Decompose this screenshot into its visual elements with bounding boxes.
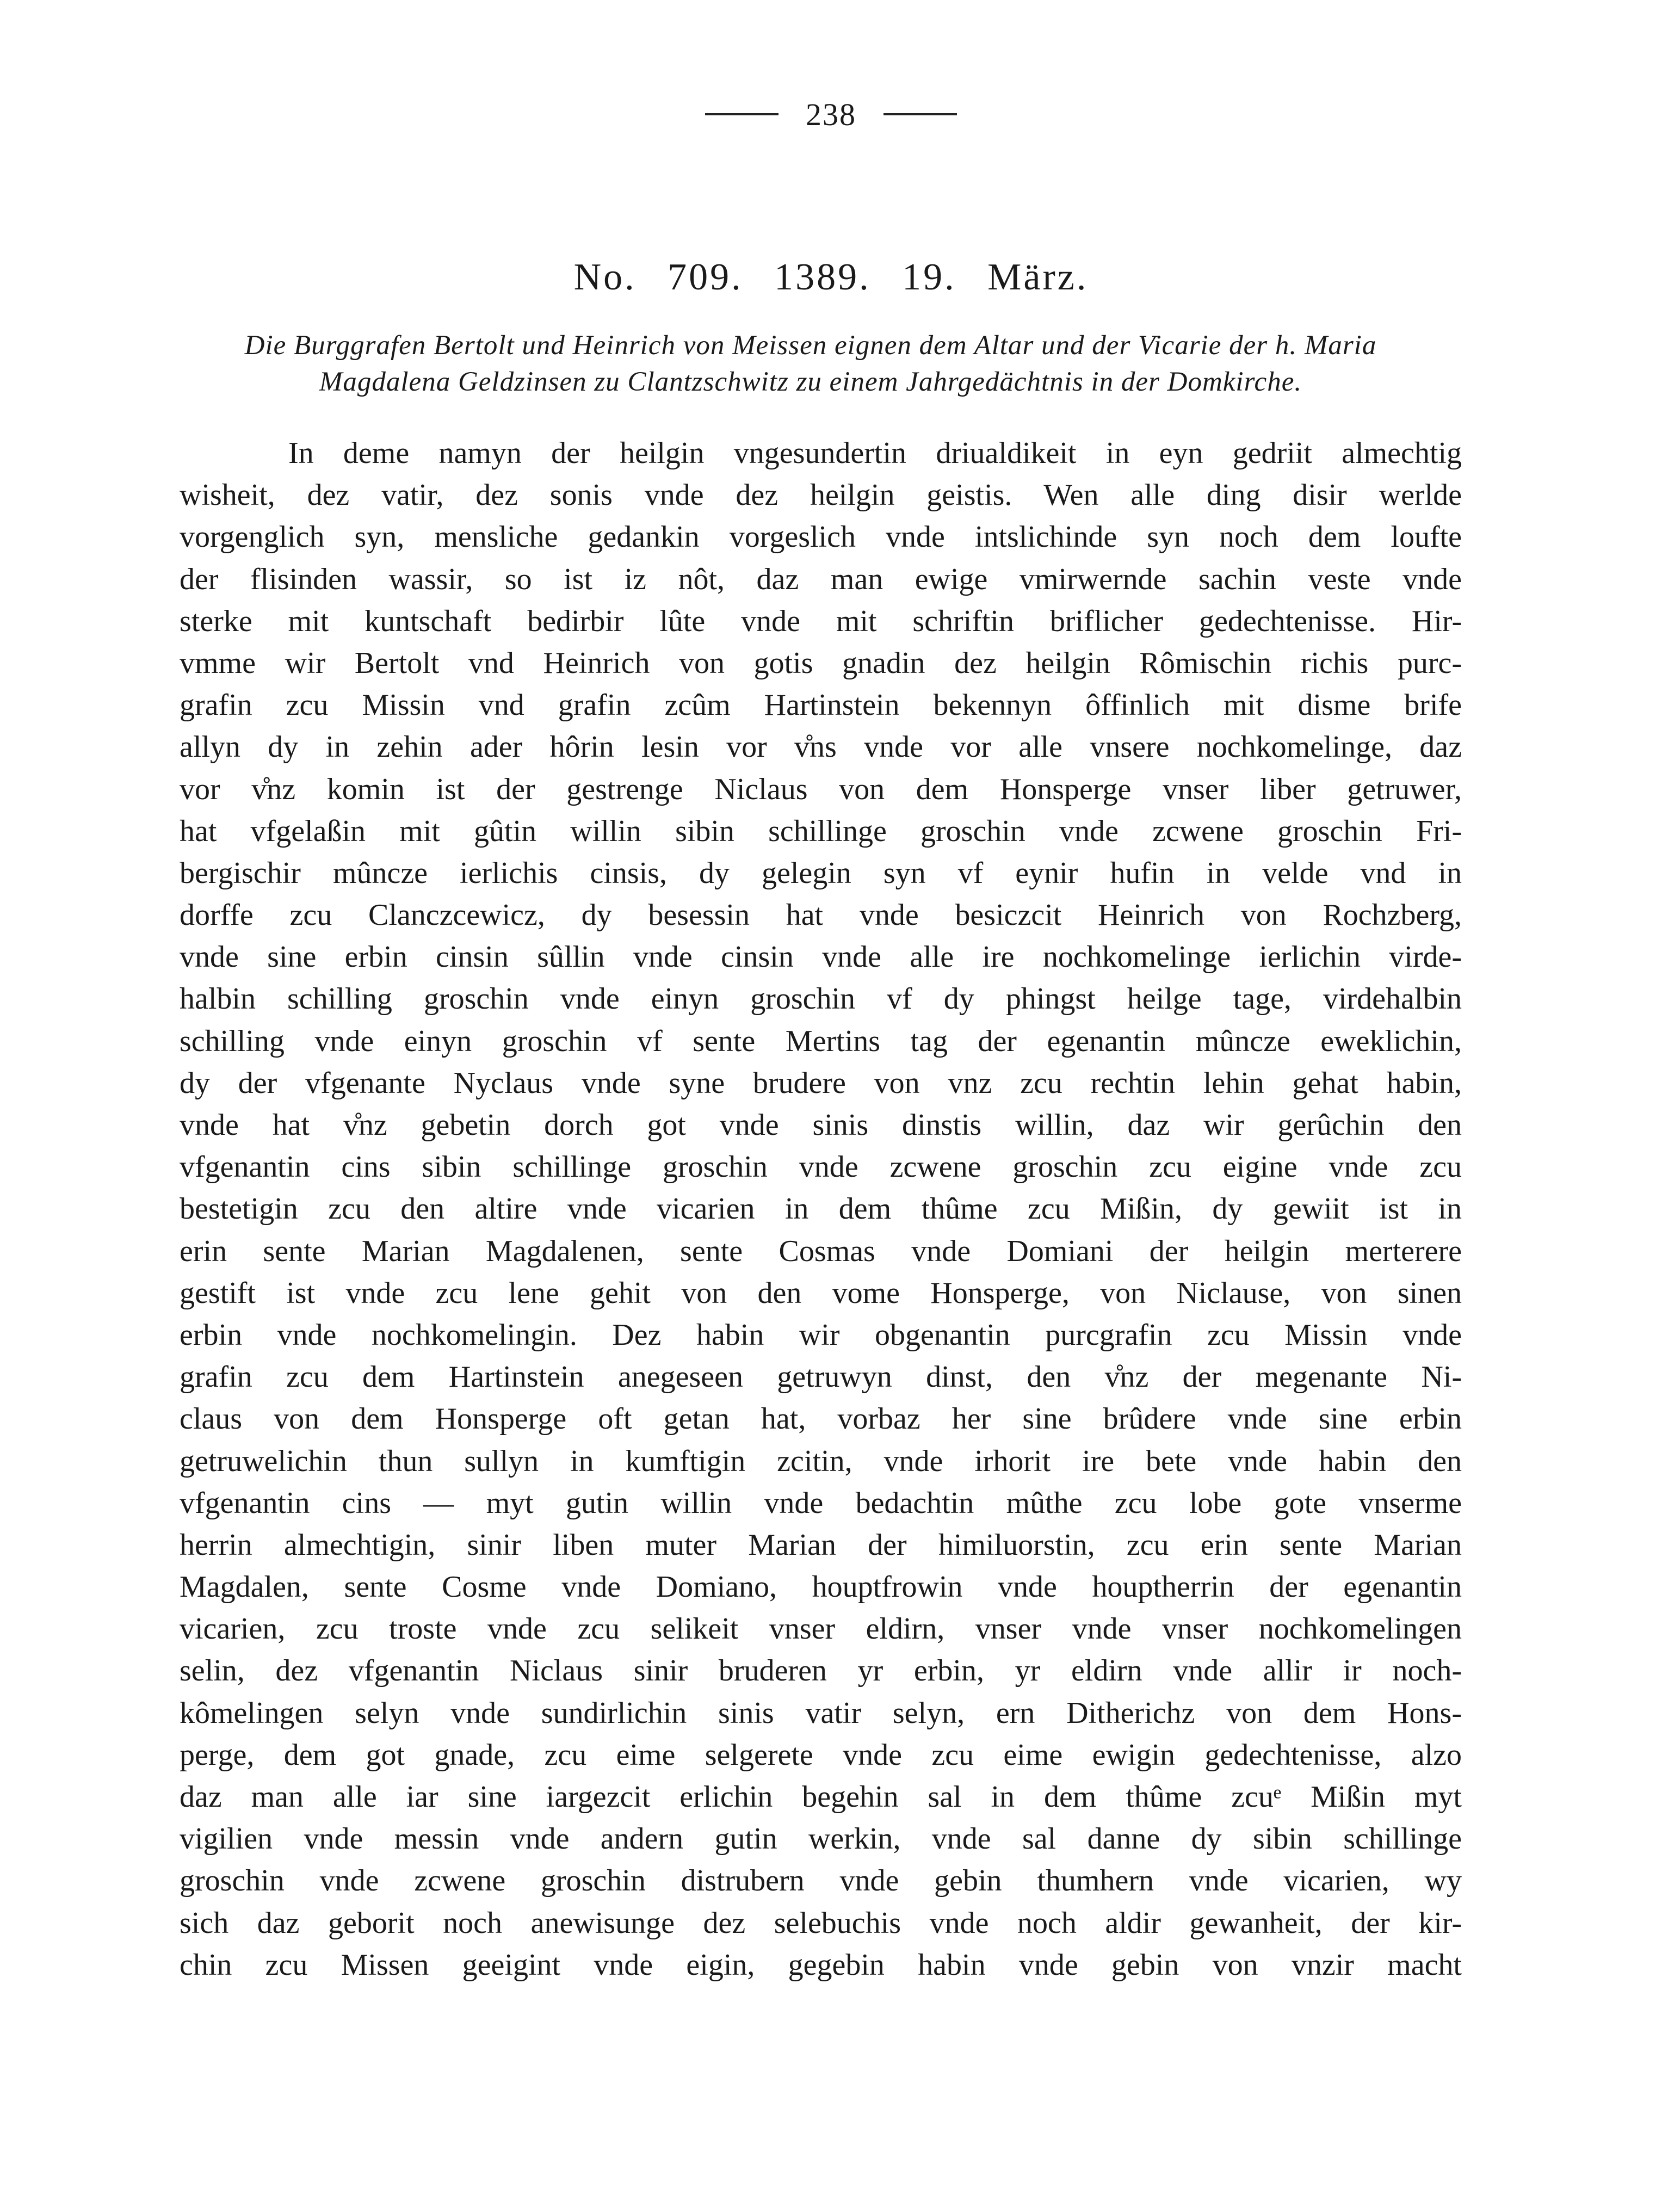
- page-header: [0, 92, 1662, 136]
- body-line: selin, dez vfgenantin Niclaus sinir bruderen yr erbin, yr eldirn vnde allir ir noch-: [180, 1654, 1462, 1688]
- body-line: kômelingen selyn vnde sundirlichin sinis vatir selyn, ern Ditherichz von dem Hons-: [180, 1696, 1462, 1730]
- body-line: vnde sine erbin cinsin sûllin vnde cinsin vnde alle ire nochkomelinge ierlichin virde-: [180, 940, 1462, 974]
- body-line: erbin vnde nochkomelingin. Dez habin wir obgenantin purcgrafin zcu Missin vnde: [180, 1318, 1462, 1352]
- body-line: vicarien, zcu troste vnde zcu selikeit vnser eldirn, vnser vnde vnser nochkomelingen: [180, 1612, 1462, 1646]
- body-line: vfgenantin cins sibin schillinge groschin vnde zcwene groschin zcu eigine vnde zcu: [180, 1150, 1462, 1184]
- body-line: vfgenantin cins — myt gutin willin vnde bedachtin mûthe zcu lobe gote vnserme: [180, 1486, 1462, 1520]
- body-line: erin sente Marian Magdalenen, sente Cosmas vnde Domiani der heilgin merterere: [180, 1234, 1462, 1268]
- body-line: claus von dem Honsperge oft getan hat, vorbaz her sine brûdere vnde sine erbin: [180, 1402, 1462, 1436]
- body-line: wisheit, dez vatir, dez sonis vnde dez heilgin geistis. Wen alle ding disir werlde: [180, 478, 1462, 512]
- body-line: perge, dem got gnade, zcu eime selgerete vnde zcu eime ewigin gedechtenisse, alzo: [180, 1738, 1462, 1772]
- body-line: daz man alle iar sine iargezcit erlichin begehin sal in dem thûme zcuᵉ Mißin myt: [180, 1780, 1462, 1814]
- body-line: groschin vnde zcwene groschin distrubern vnde gebin thumhern vnde vicarien, wy: [180, 1864, 1462, 1898]
- body-line: gestift ist vnde zcu lene gehit von den vome Honsperge, von Niclause, von sinen: [180, 1276, 1462, 1310]
- body-line: herrin almechtigin, sinir liben muter Marian der himiluorstin, zcu erin sente Marian: [180, 1528, 1462, 1562]
- body-line: vorgenglich syn, mensliche gedankin vorgeslich vnde intslichinde syn noch dem loufte: [180, 520, 1462, 554]
- body-line: vmme wir Bertolt vnd Heinrich von gotis gnadin dez heilgin Rômischin richis purc-: [180, 646, 1462, 680]
- body-line: grafin zcu Missin vnd grafin zcûm Hartinstein bekennyn ôffinlich mit disme brife: [180, 688, 1462, 722]
- document-title: No. 709. 1389. 19. März.: [573, 256, 1089, 298]
- body-line: der flisinden wassir, so ist iz nôt, daz man ewige vmirwernde sachin veste vnde: [180, 562, 1462, 596]
- document-body: [180, 432, 1462, 1986]
- body-line: sterke mit kuntschaft bedirbir lûte vnde mit schriftin briflicher gedechtenisse. Hir-: [180, 604, 1462, 638]
- header-rule-left: [705, 113, 779, 115]
- body-line: sich daz geborit noch anewisunge dez selebuchis vnde noch aldir gewanheit, der kir-: [180, 1906, 1462, 1940]
- body-line: In deme namyn der heilgin vngesundertin driualdikeit in eyn gedriit almechtig: [288, 436, 1462, 470]
- body-line: hat vfgelaßin mit gûtin willin sibin schillinge groschin vnde zcwene groschin Fri-: [180, 814, 1462, 848]
- subtitle-line: Magdalena Geldzinsen zu Clantzschwitz zu einem Jahrgedächtnis in der Domkirche.: [319, 367, 1302, 397]
- document-subtitle: [163, 328, 1458, 400]
- body-line: Magdalen, sente Cosme vnde Domiano, houptfrowin vnde houptherrin der egenantin: [180, 1570, 1462, 1604]
- body-line: vigilien vnde messin vnde andern gutin werkin, vnde sal danne dy sibin schillinge: [180, 1822, 1462, 1856]
- body-line: allyn dy in zehin ader hôrin lesin vor v̊ns vnde vor alle vnsere nochkomelinge, daz: [180, 730, 1462, 764]
- page-number: 238: [806, 96, 856, 132]
- body-line: getruwelichin thun sullyn in kumftigin zcitin, vnde irhorit ire bete vnde habin den: [180, 1444, 1462, 1478]
- body-line: dorffe zcu Clanczcewicz, dy besessin hat vnde besiczcit Heinrich von Rochzberg,: [180, 898, 1462, 932]
- body-line: vnde hat v̊nz gebetin dorch got vnde sinis dinstis willin, daz wir gerûchin den: [180, 1108, 1462, 1142]
- body-line: schilling vnde einyn groschin vf sente Mertins tag der egenantin mûncze eweklichin,: [180, 1024, 1462, 1058]
- body-line: halbin schilling groschin vnde einyn groschin vf dy phingst heilge tage, virdehalbin: [180, 982, 1462, 1016]
- body-line: bergischir mûncze ierlichis cinsis, dy gelegin syn vf eynir hufin in velde vnd in: [180, 856, 1462, 890]
- body-line: dy der vfgenante Nyclaus vnde syne brudere von vnz zcu rechtin lehin gehat habin,: [180, 1066, 1462, 1100]
- body-line: chin zcu Missen geeigint vnde eigin, gegebin habin vnde gebin von vnzir macht: [180, 1948, 1462, 1982]
- header-rule-right: [883, 113, 957, 115]
- subtitle-line: Die Burggrafen Bertolt und Heinrich von Meissen eignen dem Altar und der Vicarie der h. Maria: [244, 330, 1377, 361]
- body-line: grafin zcu dem Hartinstein anegeseen getruwyn dinst, den v̊nz der megenante Ni-: [180, 1360, 1462, 1394]
- body-line: bestetigin zcu den altire vnde vicarien in dem thûme zcu Mißin, dy gewiit ist in: [180, 1192, 1462, 1226]
- body-line: vor v̊nz komin ist der gestrenge Niclaus von dem Honsperge vnser liber getruwer,: [180, 772, 1462, 806]
